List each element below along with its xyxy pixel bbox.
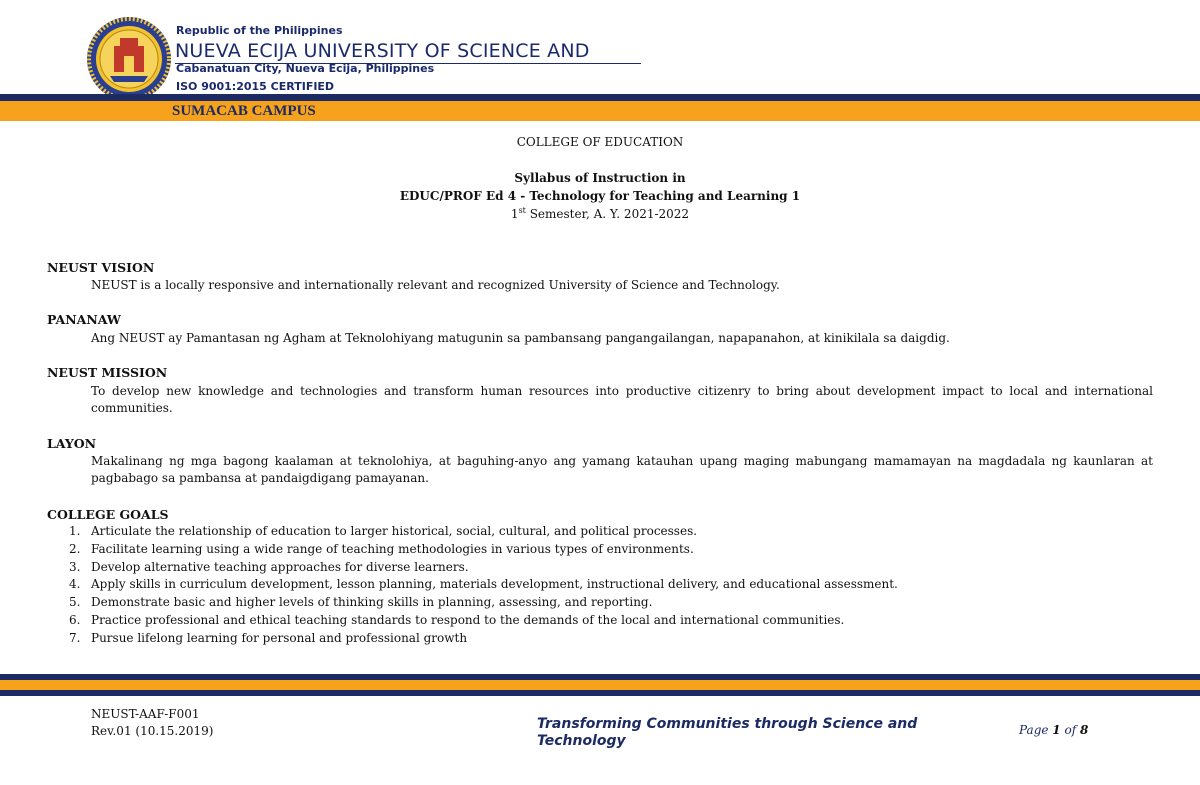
- mission-heading: NEUST MISSION: [47, 365, 168, 380]
- goal-item: 7. Pursue lifelong learning for personal and professional growth: [69, 630, 468, 645]
- city-address: Cabanatuan City, Nueva Ecija, Philippines: [176, 62, 435, 75]
- pananaw-heading: PANANAW: [47, 312, 121, 327]
- goal-item: 3. Develop alternative teaching approaches for diverse learners.: [69, 559, 469, 574]
- header-navy-band: [0, 94, 1200, 101]
- semester-line: 1st Semester, A. Y. 2021-2022: [510, 206, 690, 221]
- form-code: NEUST-AAF-F001: [91, 707, 200, 721]
- pananaw-text: Ang NEUST ay Pamantasan ng Agham at Teknolohiyang matugunin sa pambansang pangangailangan, napapanahon, at kinikilala sa daigdig.: [91, 331, 950, 345]
- layon-text: Makalinang ng mga bagong kaalaman at teknolohiya, at baguhing-anyo ang yamang katauhan upang maging mabungang mamamayan na magdadala ng kaunlaran at pagbabago sa pambansa at pandaigdigang pamayanan.: [91, 454, 1153, 485]
- footer-tagline: Transforming Communities through Science and Technology: [537, 716, 918, 749]
- vision-heading: NEUST VISION: [47, 260, 155, 275]
- goal-item: 2. Facilitate learning using a wide range of teaching methodologies in various types of environments.: [69, 541, 694, 556]
- mission-text: To develop new knowledge and technologies and transform human resources into productive citizenry to bring about development impact to local and international communities.: [91, 384, 1153, 415]
- footer-navy-band-bottom: [0, 690, 1200, 696]
- republic-label: Republic of the Philippines: [176, 24, 343, 37]
- footer-gold-band: [0, 680, 1200, 690]
- course-title: EDUC/PROF Ed 4 - Technology for Teaching and Learning 1: [399, 189, 801, 203]
- revision-label: Rev.01 (10.15.2019): [91, 724, 214, 738]
- college-name: COLLEGE OF EDUCATION: [516, 135, 684, 149]
- campus-name: SUMACAB CAMPUS: [172, 103, 316, 119]
- iso-certification: ISO 9001:2015 CERTIFIED: [176, 80, 335, 93]
- university-name: NUEVA ECIJA UNIVERSITY OF SCIENCE AND: [175, 40, 590, 62]
- syllabus-label: Syllabus of Instruction in: [514, 171, 686, 185]
- goal-item: 6. Practice professional and ethical teaching standards to respond to the demands of the local and international communities.: [69, 612, 845, 627]
- goals-heading: COLLEGE GOALS: [47, 507, 169, 522]
- goal-item: 5. Demonstrate basic and higher levels of thinking skills in planning, assessing, and reporting.: [69, 595, 653, 610]
- goals-list: [47, 523, 898, 648]
- goal-item: 1. Articulate the relationship of education to larger historical, social, cultural, and political processes.: [69, 524, 698, 538]
- university-seal-logo: [86, 16, 172, 102]
- layon-heading: LAYON: [47, 436, 97, 451]
- page-number: Page 1 of 8: [1019, 723, 1089, 737]
- vision-text: NEUST is a locally responsive and internationally relevant and recognized University of Science and Technology.: [91, 278, 780, 292]
- goal-item: 4. Apply skills in curriculum development, lesson planning, materials development, instructional delivery, and educational assessment.: [69, 577, 898, 592]
